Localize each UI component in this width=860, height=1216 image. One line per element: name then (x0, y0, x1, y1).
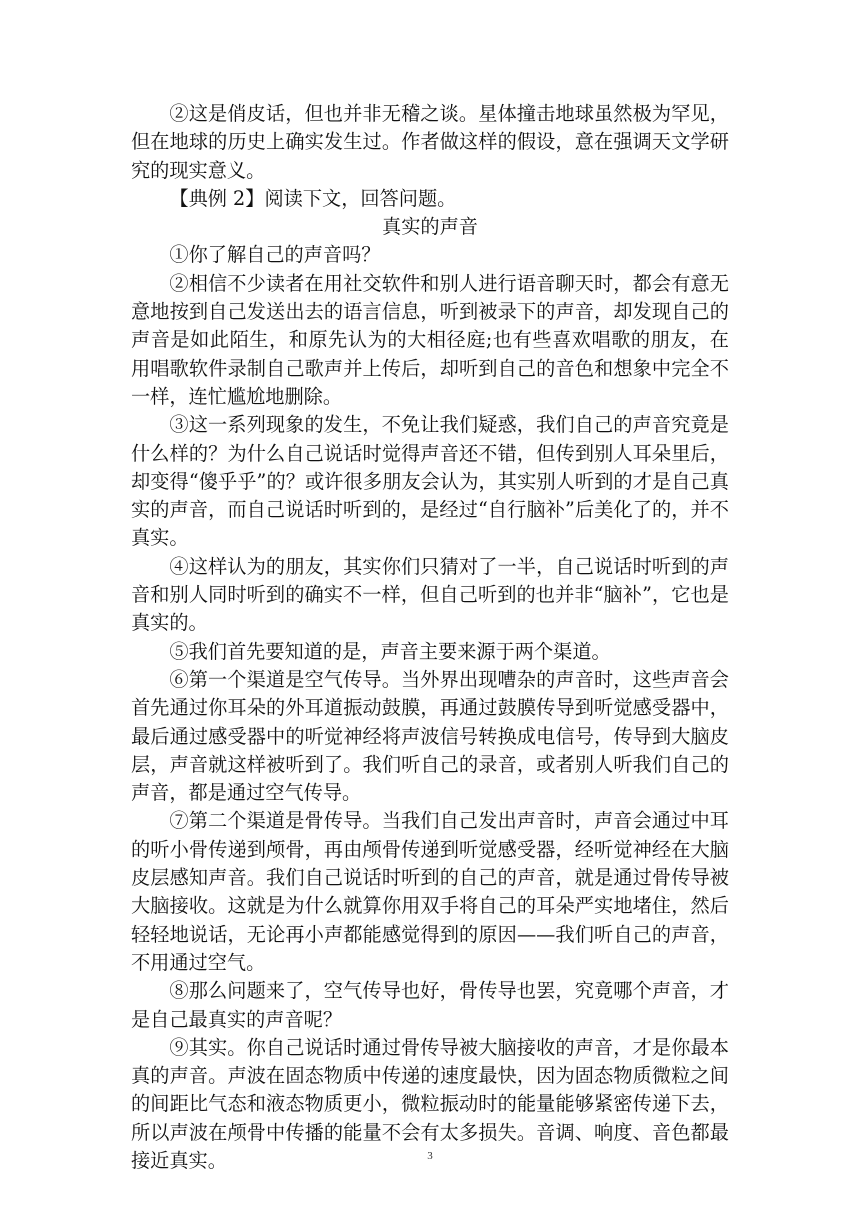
paragraph-1: ①你了解自己的声音吗？ (169, 243, 381, 267)
paragraph-8: ⑧那么问题来了，空气传导也好，骨传导也罢，究竟哪个声音，才是自己最真实的声音呢？ (131, 979, 729, 1031)
paragraph-6: ⑥第一个渠道是空气传导。当外界出现嘈杂的声音时，这些声音会首先通过你耳朵的外耳道振动鼓膜，再通过鼓膜传导到听觉感受器中，最后通过感受器中的听觉神经将声波信号转换成电信号，传导到大脑皮层，声音就这样被听到了。我们听自己的录音，或者别人听我们自己的声音，都是通过空气传导。 (131, 667, 729, 805)
paragraph-9: ⑨其实。你自己说话时通过骨传导被大脑接收的声音，才是你最本真的声音。声波在固态物质中传递的速度最快，因为固态物质微粒之间的间距比气态和液态物质更小，微粒振动时的能量能够紧密传递下去，所以声波在颅骨中传播的能量不会有太多损失。音调、响度、音色都最接近真实。 (131, 1035, 729, 1172)
example-heading: 【典例 2】阅读下文，回答问题。 (169, 186, 457, 210)
paragraph-continuation: ②这是俏皮话，但也并非无稽之谈。星体撞击地球虽然极为罕见，但在地球的历史上确实发生过。作者做这样的假设，意在强调天文学研究的现实意义。 (131, 102, 729, 182)
paragraph-4: ④这样认为的朋友，其实你们只猜对了一半，自己说话时听到的声音和别人同时听到的确实不一样，但自己听到的也并非“脑补”，它也是真实的。 (131, 554, 729, 635)
page-number: 3 (427, 1150, 433, 1162)
document-body (131, 100, 729, 1175)
paragraph-7: ⑦第二个渠道是骨传导。当我们自己发出声音时，声音会通过中耳的听小骨传递到颅骨，再由颅骨传递到听觉感受器，经听觉神经在大脑皮层感知声音。我们自己说话时听到的自己的声音，就是通过骨传导被大脑接收。这就是为什么就算你用双手将自己的耳朵严实地堵住，然后轻轻地说话，无论再小声都能感觉得到的原因——我们听自己的声音，不用通过空气。 (131, 809, 729, 974)
paragraph-2: ②相信不少读者在用社交软件和别人进行语音聊天时，都会有意无意地按到自己发送出去的语言信息，听到被录下的声音，却发现自己的声音是如此陌生，和原先认为的大相径庭;也有些喜欢唱歌的朋友，在用唱歌软件录制自己歌声并上传后，却听到自己的音色和想象中完全不一样，连忙尴尬地删除。 (131, 271, 729, 408)
paragraph-5: ⑤我们首先要知道的是，声音主要来源于两个渠道。 (169, 639, 611, 663)
article-title: 真实的声音 (382, 215, 478, 239)
paragraph-3: ③这一系列现象的发生，不免让我们疑惑，我们自己的声音究竟是什么样的？为什么自己说话时觉得声音还不错，但传到别人耳朵里后，却变得“傻乎乎”的？或许很多朋友会认为，其实别人听到的才是自己真实的声音，而自己说话时听到的，是经过“自行脑补”后美化了的，并不真实。 (131, 413, 729, 550)
